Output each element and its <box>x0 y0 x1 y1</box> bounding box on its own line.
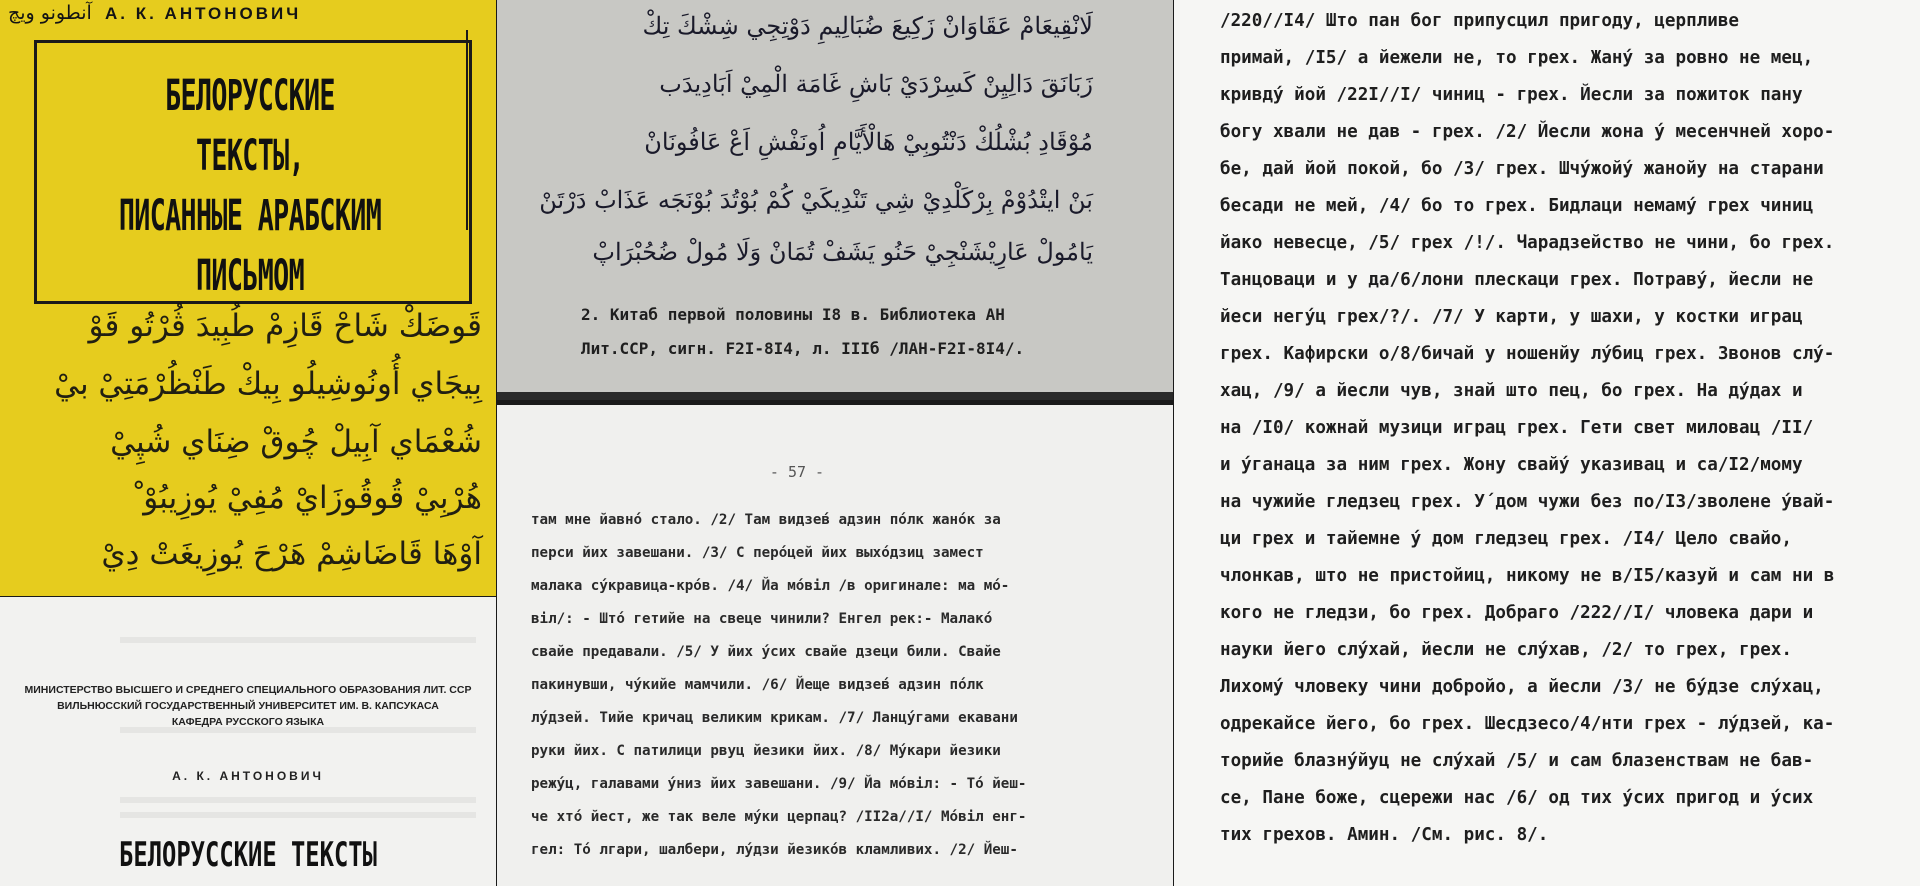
text-line: пакинувши, чу́кийе мамчили. /6/ Йеще видзев́ адзин по́лк <box>531 677 984 693</box>
text-line: богу хвали не дав - грех. /2/ Йесли жона у́ месенчней хоро- <box>1220 122 1835 142</box>
text-line: науки йего слу́хай, йесли не слу́хав, /2/ то грех, грех. <box>1220 640 1792 660</box>
text-line: бе, дай йой покой, бо /3/ грех. Шчу́жойу́ жанойу на старани <box>1220 159 1824 179</box>
university-line: ВИЛЬНЮССКИЙ ГОСУДАРСТВЕННЫЙ УНИВЕРСИТЕТ ИМ. В. КАПСУКАСА <box>57 700 439 712</box>
page-edge <box>497 392 1173 400</box>
cover-arabic-row: هُرْبِيْ قُوقُوزَايْ مُفِيْ يُوزِيبُوْ ْ <box>134 480 482 516</box>
cover-arabic-row: بِيجَاي أُونُوشِيلُو بِيكْ طَنْظُرْمَتِيْ بيْ <box>54 366 482 402</box>
faded-background-text <box>120 812 476 818</box>
text-line: че хто́ йест, же так веле му́ки церпац? /II2а//I/ Мо́віл енг- <box>531 809 1027 825</box>
typed-page-57 <box>497 405 1173 886</box>
manuscript-line: مُوْقَادِ بُشْلُكْ دَنْتُوبِيْ هَالْأَيَّامِ اُونَفْشِ اَعْ عَافُونَانْ <box>644 128 1093 156</box>
cover-title-line-3: ПИСЬМОМ <box>195 251 305 301</box>
cover-arabic-row: شُعْمَاي آبِيلْ چُوقْ ضِنَاي شُپِيْ <box>110 424 482 460</box>
manuscript-line: بَنْ ايتْدُوْمْ بِرْكَلْدِيْ شِي تَنْدِيكَيْ كُمْ بُوْتُدَ بُوْنَجَه عَذَابْ دَرْتَنْ <box>539 186 1093 214</box>
page-number: - 57 - <box>769 463 825 481</box>
text-line: грех. Кафирски о/8/бичай у ношенйу лу́биц грех. Звонов слу́- <box>1220 344 1835 364</box>
text-line: /220//I4/ Што пан бог припусцил пригоду, церпливе <box>1220 11 1740 31</box>
text-line: перси йих завешани. /3/ С перо́цей йих выхо́дзиц замест <box>531 545 984 561</box>
text-line: члонкав, што не пристойиц, никому не в/I5/казуй и сам ни в <box>1220 566 1835 586</box>
text-line: на чужийе гледзец грех. У́ дом чужи без по/I3/зволене у́вай- <box>1220 492 1835 512</box>
cover-arabic-row: قَوضَكْ شَاحْ قَازِمْ طُبِيدَ ڤُرْتُو قَوْ <box>88 308 482 344</box>
cover-arabic-text <box>0 300 496 596</box>
text-line: малака су́кравица-кро́в. /4/ Йа мо́віл /в оригинале: ма мо́- <box>531 578 1010 594</box>
cover-arabic-top: آنطونو ویچ <box>8 2 92 24</box>
text-line: Лихому́ чловеку чини добройо, а йесли /3/ не бу́дзе слу́хац, <box>1220 677 1824 697</box>
text-line: одрекайсе йего, бо грех. Шесдзесо/4/нти грех - лу́дзей, ка- <box>1220 714 1835 734</box>
caption-line-1: 2. Китаб первой половины I8 в. Библиотека АН <box>581 305 1005 324</box>
title-page-title: БЕЛОРУССКИЕ ТЕКСТЫ <box>119 835 377 875</box>
cover-arabic-row: آوْهَا قَاضَاشِمْ هَرْحَ يُوزِيغَتْ دِيْ <box>101 536 482 572</box>
manuscript-photo <box>497 0 1173 400</box>
text-line: свайе предавали. /5/ У йих у́сих свайе дзеци били. Свайе <box>531 644 1001 660</box>
cover-title-line-2: ПИСАННЫЕ АРАБСКИМ <box>118 191 382 241</box>
text-line: на /I0/ кожнай музици играц грех. Гети свет миловац /II/ <box>1220 418 1814 438</box>
text-line: ци грех и тайемне у́ дом гледзец грех. /I4/ Цело свайо, <box>1220 529 1792 549</box>
title-page-author: А. К. АНТОНОВИЧ <box>172 769 324 783</box>
caption-line-2: Лит.ССР, сигн. F2I-8I4, л. IIIб /ЛАН-F2I-8I4/. <box>581 339 1025 358</box>
manuscript-line: لَانْقِيعَامْ عَقَاوَانْ زَكِيعَ ضُبَالِيمِ دَوْتِجِي شِشْكَ تِكْ <box>642 12 1093 40</box>
text-line: руки йих. С патилици рвуц йезики йих. /8/ Му́кари йезики <box>531 743 1001 759</box>
text-line: хац, /9/ а йесли чув, знай што пец, бо грех. На ду́дах и <box>1220 381 1803 401</box>
ministry-line: МИНИСТЕРСТВО ВЫСШЕГО И СРЕДНЕГО СПЕЦИАЛЬНОГО ОБРАЗОВАНИЯ ЛИТ. ССР <box>24 684 472 696</box>
department-line: КАФЕДРА РУССКОГО ЯЗЫКА <box>171 716 325 728</box>
faded-background-text <box>120 637 476 643</box>
text-line: примай, /I5/ а йежели не, то грех. Жану́ за ровно не мец, <box>1220 48 1814 68</box>
text-line: Танцоваци и у да/6/лони плескаци грех. Потраву́, йесли не <box>1220 270 1814 290</box>
manuscript-caption <box>581 298 1024 366</box>
text-line: тих грехов. Амин. /См. рис. 8/. <box>1220 825 1549 845</box>
text-line: йако невесце, /5/ грех /!/. Чарадзейство не чини, бо грех. <box>1220 233 1835 253</box>
book-cover <box>0 0 496 596</box>
title-page <box>0 597 496 886</box>
text-line: режу́ц, галавами у́низ йих завешани. /9/ Йа мо́віл: - То́ йеш- <box>531 776 1027 792</box>
cover-title-line-1: БЕЛОРУССКИЕ ТЕКСТЫ, <box>165 71 335 181</box>
text-line: торийе блазну́йуц не слу́хай /5/ и сам блазенствам не бав- <box>1220 751 1814 771</box>
text-line: лу́дзей. Тийе кричац великим крикам. /7/ Ланцу́гами екавани <box>531 710 1018 726</box>
cover-side-frame <box>466 30 496 230</box>
typed-page-right <box>1174 0 1920 886</box>
text-line: гел: То́ лгари, шалбери, лу́дзи йезико́в кламливих. /2/ Йеш- <box>531 842 1018 858</box>
text-line: віл/: - Што́ гетийе на свеце чинили? Енгел рек:- Малако́ <box>531 611 993 627</box>
text-line: се, Пане боже, сцережи нас /6/ од тих у́сих пригод и у́сих <box>1220 788 1814 808</box>
text-line: бесади не мей, /4/ бо то грех. Бидлаци немаму́ грех чиниц <box>1220 196 1814 216</box>
text-line: там мне йавно́ стало. /2/ Там видзев́ адзин по́лк жано́к за <box>531 512 1001 528</box>
text-line: кривду́ йой /22I//I/ чиниц - грех. Йесли за пожиток пану <box>1220 85 1803 105</box>
manuscript-line: زَبَانَقَ دَالِيِنْ كَسِرْدَيْ بَاشِ غَامَة الْمِيْ اَبَادِيدَب <box>659 70 1093 98</box>
faded-background-text <box>120 797 476 803</box>
cover-title <box>116 66 384 306</box>
text-line: йеси негу́ц грех/?/. /7/ У карти, у шахи, у костки играц <box>1220 307 1803 327</box>
text-line: и у́ганаца за ним грех. Жону свайу́ указивац и са/I2/мому <box>1220 455 1803 475</box>
text-line: кого не гледзи, бо грех. Добраго /222//I/ чловека дари и <box>1220 603 1814 623</box>
cover-author: А. К. АНТОНОВИЧ <box>105 4 302 23</box>
manuscript-line: يَامُولْ عَارِيْشَنْجِيْ حَنُو يَشَفْ تُمَانْ وَلَا مُولْ ضُحُبْرَاپْ <box>592 238 1093 266</box>
